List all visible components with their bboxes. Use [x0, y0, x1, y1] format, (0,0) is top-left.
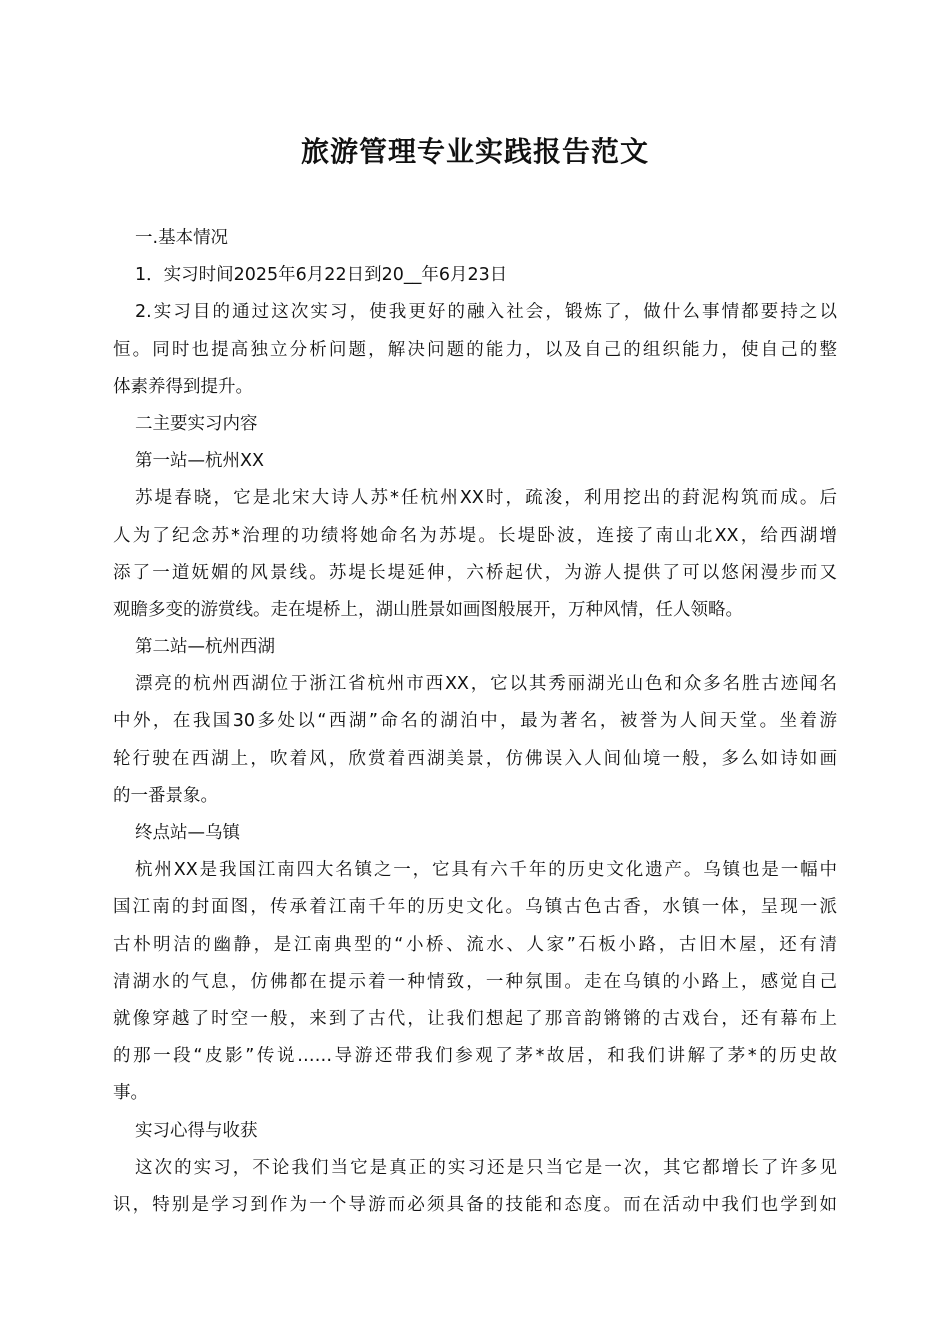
text-line: 二主要实习内容	[135, 413, 258, 434]
text-line: 终点站—乌镇	[135, 823, 240, 843]
text-line: 恒。同时也提高独立分析问题，解决问题的能力，以及自己的组织能力，使自己的整	[113, 339, 837, 360]
text-line: 实习心得与收获	[135, 1120, 258, 1141]
document-body	[113, 220, 837, 1224]
text-line: 2.实习目的通过这次实习，使我更好的融入社会，锻炼了，做什么事情都要持之以	[135, 302, 837, 323]
text-line: 杭州XX是我国江南四大名镇之一，它具有六千年的历史文化遗产。乌镇也是一幅中	[135, 860, 837, 881]
document-title: 旅游管理专业实践报告范文	[300, 135, 649, 168]
text-line: 国江南的封面图，传承着江南千年的历史文化。乌镇古色古香，水镇一体，呈现一派	[113, 897, 837, 918]
text-line: 的一番景象。	[113, 785, 218, 806]
text-line: 轮行驶在西湖上，吹着风，欣赏着西湖美景，仿佛误入人间仙境一般，多么如诗如画	[113, 748, 837, 769]
text-line: 事。	[113, 1083, 148, 1104]
text-line: 识，特别是学习到作为一个导游而必须具备的技能和态度。而在活动中我们也学到如	[113, 1194, 837, 1215]
text-line: 第一站—杭州XX	[135, 451, 264, 472]
text-line: 的那一段“皮影”传说……导游还带我们参观了茅*故居，和我们讲解了茅*的历史故	[113, 1046, 837, 1067]
text-line: 苏堤春晓，它是北宋大诗人苏*任杭州XX时，疏浚，利用挖出的葑泥构筑而成。后	[135, 488, 837, 509]
text-line: 人为了纪念苏*治理的功绩将她命名为苏堤。长堤卧波，连接了南山北XX，给西湖增	[113, 525, 837, 546]
text-line: 就像穿越了时空一般，来到了古代，让我们想起了那音韵锵锵的古戏台，还有幕布上	[113, 1008, 837, 1029]
text-line: 体素养得到提升。	[113, 376, 253, 397]
text-line: 观瞻多变的游赏线。走在堤桥上，湖山胜景如画图般展开，万种风情，任人领略。	[113, 599, 743, 620]
text-line: 漂亮的杭州西湖位于浙江省杭州市西XX，它以其秀丽湖光山色和众多名胜古迹闻名	[135, 674, 837, 695]
text-line: 清湖水的气息，仿佛都在提示着一种情致，一种氛围。走在乌镇的小路上，感觉自己	[113, 971, 837, 992]
text-line: 第二站—杭州西湖	[135, 637, 275, 658]
text-line: 一.基本情况	[135, 228, 229, 248]
text-line: 古朴明洁的幽静，是江南典型的“小桥、流水、人家”石板小路，古旧木屋，还有清	[113, 934, 837, 955]
text-line: 这次的实习，不论我们当它是真正的实习还是只当它是一次，其它都增长了许多见	[135, 1157, 837, 1178]
text-line: 中外，在我国30多处以“西湖”命名的湖泊中，最为著名，被誉为人间天堂。坐着游	[113, 711, 837, 732]
text-line: 添了一道妩媚的风景线。苏堤长堤延伸，六桥起伏，为游人提供了可以悠闲漫步而又	[113, 562, 837, 583]
text-line: 1．实习时间2025年6月22日到20__年6月23日	[135, 265, 508, 286]
